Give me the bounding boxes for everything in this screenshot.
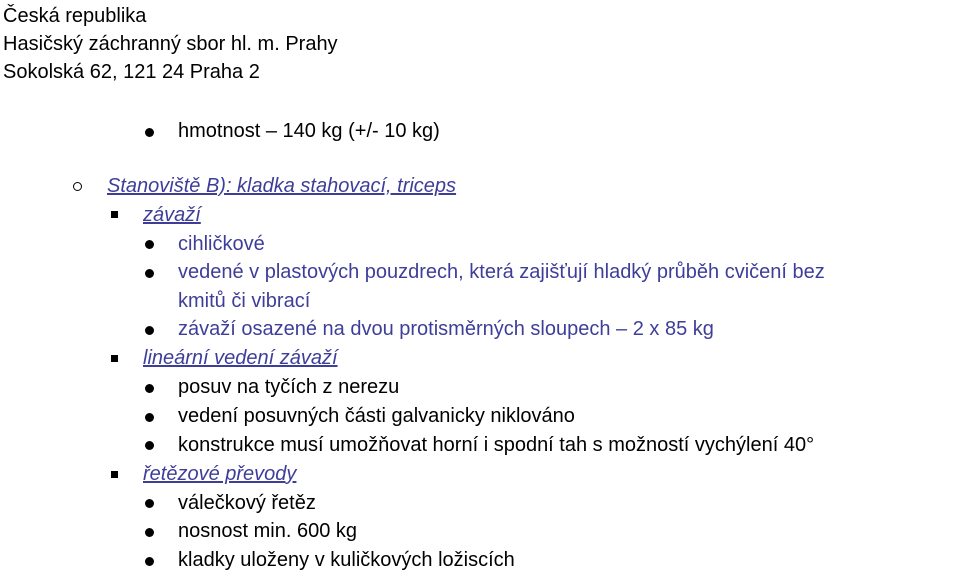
- bullet-disc-icon: [145, 413, 154, 422]
- bullet-square-icon: [111, 211, 118, 218]
- list-item-posuv: posuv na tyčích z nerezu: [178, 376, 400, 398]
- bullet-disc-icon: [145, 269, 154, 278]
- bullet-disc-icon: [145, 240, 154, 249]
- list-item-vedene-line1: vedené v plastových pouzdrech, která zajišťují hladký průběh cvičení bez: [178, 261, 825, 283]
- list-item-station-b: Stanoviště B): kladka stahovací, triceps: [107, 175, 457, 197]
- document-header: [3, 2, 338, 86]
- bullet-square-icon: [111, 471, 118, 478]
- bullet-disc-icon: [145, 128, 154, 137]
- list-item-retezove: řetězové převody: [143, 463, 297, 485]
- list-item-valeckovy: válečkový řetěz: [178, 492, 316, 514]
- bullet-disc-icon: [145, 528, 154, 537]
- list-item-nosnost: nosnost min. 600 kg: [178, 520, 357, 542]
- list-item-osazene: závaží osazené na dvou protisměrných sloupech – 2 x 85 kg: [178, 318, 714, 340]
- header-organization: Hasičský záchranný sbor hl. m. Prahy: [3, 33, 338, 55]
- list-item-zavazi: závaží: [143, 204, 201, 226]
- bullet-disc-icon: [145, 557, 154, 566]
- bullet-square-icon: [111, 355, 118, 362]
- bullet-disc-icon: [145, 326, 154, 335]
- bullet-disc-icon: [145, 441, 154, 450]
- list-item-weight: hmotnost – 140 kg (+/- 10 kg): [178, 120, 440, 142]
- list-item-linearni: lineární vedení závaží: [143, 347, 338, 369]
- bullet-disc-icon: [145, 499, 154, 508]
- list-item-vedene-line2: kmitů či vibrací: [178, 290, 311, 312]
- list-item-kladky: kladky uloženy v kuličkových ložiscích: [178, 549, 515, 571]
- bullet-disc-icon: [145, 384, 154, 393]
- bullet-circle-icon: [73, 182, 82, 191]
- header-country: Česká republika: [3, 5, 147, 27]
- list-item-konstrukce: konstrukce musí umožňovat horní i spodní tah s možností vychýlení 40°: [178, 434, 815, 456]
- list-item-cihlickove: cihličkové: [178, 233, 265, 255]
- list-item-vedeni-posuvnych: vedení posuvných části galvanicky niklováno: [178, 405, 575, 427]
- header-address: Sokolská 62, 121 24 Praha 2: [3, 61, 260, 83]
